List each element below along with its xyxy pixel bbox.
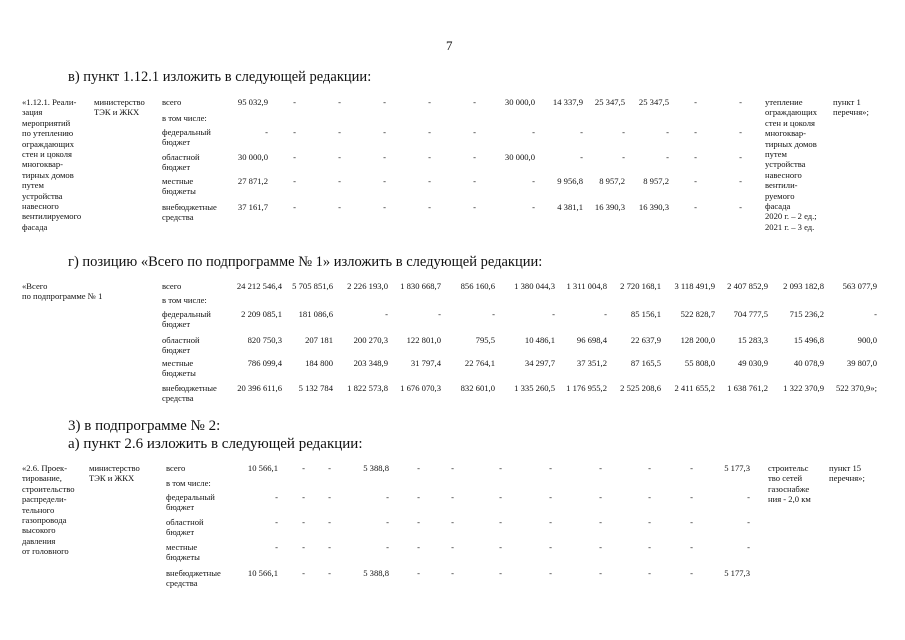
- value-cell: -: [338, 176, 341, 186]
- value-cell: -: [293, 176, 296, 186]
- value-cell: 31 797,4: [410, 358, 441, 368]
- value-cell: -: [383, 97, 386, 107]
- value-cell: -: [690, 517, 693, 527]
- value-cell: -: [492, 309, 495, 319]
- value-cell: -: [385, 309, 388, 319]
- value-cell: -: [666, 127, 669, 137]
- value-cell: -: [302, 517, 305, 527]
- page-number: 7: [446, 38, 453, 53]
- section-g-heading: г) позицию «Всего по подпрограмме № 1» изложить в следующей редакции:: [68, 254, 543, 270]
- value-cell: -: [499, 492, 502, 502]
- funding-source-label: в том числе:: [166, 478, 211, 488]
- value-cell: 55 808,0: [684, 358, 715, 368]
- value-cell: -: [694, 97, 697, 107]
- value-cell: 10 566,1: [247, 568, 278, 578]
- funding-source-label: федеральный: [166, 492, 215, 502]
- value-cell: -: [580, 127, 583, 137]
- value-cell: 122 801,0: [406, 335, 441, 345]
- value-cell: -: [386, 492, 389, 502]
- value-cell: -: [417, 542, 420, 552]
- value-cell: -: [604, 309, 607, 319]
- value-cell: -: [499, 568, 502, 578]
- ministry-line: ТЭК и ЖКХ: [94, 107, 140, 118]
- value-cell: -: [417, 463, 420, 473]
- funding-source-label: средства: [162, 393, 194, 404]
- value-cell: 25 347,5: [594, 97, 625, 107]
- item-name-line: мероприятий: [22, 117, 71, 128]
- value-cell: 22 637,9: [630, 335, 661, 345]
- value-cell: -: [549, 517, 552, 527]
- item-name-line: от головного: [22, 546, 69, 557]
- value-cell: -: [383, 202, 386, 212]
- value-cell: 10 566,1: [247, 463, 278, 473]
- item-name-line: вентилируемого: [22, 211, 82, 222]
- ministry-line: ТЭК и ЖКХ: [89, 473, 135, 484]
- value-cell: -: [694, 127, 697, 137]
- value-cell: -: [549, 492, 552, 502]
- value-cell: -: [386, 542, 389, 552]
- value-cell: -: [328, 542, 331, 552]
- value-cell: 16 390,3: [638, 202, 669, 212]
- expected-result-line: утепление: [765, 97, 803, 107]
- section-a-heading: а) пункт 2.6 изложить в следующей редакции:: [68, 436, 363, 452]
- value-cell: -: [383, 152, 386, 162]
- value-cell: 1 830 668,7: [400, 281, 441, 291]
- funding-source-label: федеральный: [162, 127, 211, 137]
- funding-source-label: в том числе:: [162, 295, 207, 305]
- funding-source-label: всего: [162, 97, 182, 107]
- value-cell: 30 000,0: [504, 152, 535, 162]
- value-cell: 522 370,9»;: [835, 383, 877, 393]
- value-cell: -: [451, 542, 454, 552]
- item-name-line: путем: [22, 180, 44, 191]
- value-cell: -: [532, 202, 535, 212]
- value-cell: -: [293, 127, 296, 137]
- ministry-line: министерство: [89, 463, 140, 473]
- funding-source-label: средства: [166, 578, 198, 589]
- value-cell: 37 351,2: [576, 358, 607, 368]
- value-cell: 1 311 004,8: [566, 281, 607, 291]
- section-3-heading: 3) в подпрограмме № 2:: [68, 418, 221, 434]
- value-cell: -: [739, 127, 742, 137]
- value-cell: 2 093 182,8: [783, 281, 824, 291]
- value-cell: 37 161,7: [237, 202, 268, 212]
- funding-source-label: средства: [162, 212, 194, 223]
- value-cell: -: [648, 492, 651, 502]
- funding-source-label: внебюджетные: [162, 202, 217, 212]
- item-name-line: многоквар-: [22, 159, 64, 170]
- value-cell: 9 956,8: [557, 176, 583, 186]
- value-cell: -: [666, 152, 669, 162]
- value-cell: 1 380 044,3: [514, 281, 555, 291]
- value-cell: 2 411 655,2: [674, 383, 715, 393]
- funding-source-label: бюджет: [162, 162, 191, 173]
- value-cell: -: [694, 152, 697, 162]
- value-cell: -: [428, 152, 431, 162]
- value-cell: -: [275, 517, 278, 527]
- value-cell: -: [293, 152, 296, 162]
- value-cell: 34 297,7: [524, 358, 555, 368]
- value-cell: -: [451, 492, 454, 502]
- funding-source-label: бюджеты: [162, 186, 196, 197]
- expected-result-line: ния - 2,0 км: [768, 494, 811, 505]
- item-name-line: тельного: [22, 504, 55, 515]
- value-cell: 4 381,1: [557, 202, 583, 212]
- item-name-line: давления: [22, 535, 56, 546]
- item-name-line: навесного: [22, 201, 59, 211]
- funding-source-label: бюджеты: [166, 552, 200, 563]
- value-cell: 39 807,0: [846, 358, 877, 368]
- reference-line: пункт 15: [829, 463, 862, 473]
- value-cell: 563 077,9: [842, 281, 877, 291]
- value-cell: 16 390,3: [594, 202, 625, 212]
- value-cell: -: [293, 97, 296, 107]
- value-cell: -: [690, 568, 693, 578]
- expected-result-line: руемого: [765, 190, 795, 201]
- expected-result-line: путем: [765, 149, 787, 159]
- item-name-line: «2.6. Проек-: [22, 463, 68, 473]
- value-cell: -: [580, 152, 583, 162]
- item-name-line: строительство: [22, 483, 75, 494]
- expected-result-line: тирных домов: [765, 138, 817, 149]
- expected-result-line: строительс: [768, 463, 809, 473]
- value-cell: 820 750,3: [247, 335, 282, 345]
- funding-source-label: бюджет: [162, 319, 191, 330]
- value-cell: 200 270,3: [353, 335, 388, 345]
- value-cell: 15 496,8: [793, 335, 824, 345]
- value-cell: 10 486,1: [524, 335, 555, 345]
- funding-source-label: федеральный: [162, 309, 211, 319]
- expected-result-line: 2020 г. – 2 ед.;: [765, 211, 817, 222]
- item-name-line: тирование,: [22, 473, 62, 484]
- value-cell: -: [599, 492, 602, 502]
- expected-result-line: тво сетей: [768, 473, 803, 484]
- value-cell: 20 396 611,6: [237, 383, 282, 393]
- value-cell: 8 957,2: [643, 176, 669, 186]
- funding-source-label: бюджеты: [162, 368, 196, 379]
- value-cell: -: [338, 97, 341, 107]
- value-cell: 1 822 573,8: [347, 383, 388, 393]
- item-name-line: «1.12.1. Реали-: [22, 97, 77, 107]
- value-cell: -: [739, 202, 742, 212]
- value-cell: -: [328, 517, 331, 527]
- value-cell: -: [265, 127, 268, 137]
- reference-line: перечня»;: [833, 107, 869, 118]
- value-cell: -: [302, 463, 305, 473]
- value-cell: -: [599, 517, 602, 527]
- value-cell: -: [386, 517, 389, 527]
- value-cell: 96 698,4: [576, 335, 607, 345]
- ministry-line: министерство: [94, 97, 145, 107]
- value-cell: -: [473, 176, 476, 186]
- value-cell: 128 200,0: [680, 335, 715, 345]
- value-cell: 30 000,0: [504, 97, 535, 107]
- value-cell: -: [428, 127, 431, 137]
- expected-result-line: вентили-: [765, 180, 798, 191]
- item-name-line: распредели-: [22, 494, 67, 505]
- value-cell: -: [338, 127, 341, 137]
- value-cell: 2 407 852,9: [727, 281, 768, 291]
- value-cell: -: [338, 202, 341, 212]
- value-cell: -: [293, 202, 296, 212]
- value-cell: -: [599, 542, 602, 552]
- value-cell: 786 099,4: [247, 358, 282, 368]
- value-cell: 203 348,9: [353, 358, 388, 368]
- value-cell: 25 347,5: [638, 97, 669, 107]
- funding-source-label: областной: [162, 335, 200, 345]
- expected-result-line: газоснабже: [768, 483, 810, 494]
- value-cell: 1 335 260,5: [514, 383, 555, 393]
- funding-source-label: местные: [162, 176, 194, 186]
- value-cell: -: [451, 568, 454, 578]
- value-cell: -: [417, 517, 420, 527]
- value-cell: 2 209 085,1: [241, 309, 282, 319]
- funding-source-label: бюджет: [162, 137, 191, 148]
- value-cell: -: [473, 97, 476, 107]
- value-cell: -: [599, 568, 602, 578]
- expected-result-line: навесного: [765, 169, 802, 180]
- value-cell: 522 828,7: [680, 309, 715, 319]
- value-cell: -: [532, 127, 535, 137]
- funding-source-label: бюджет: [166, 502, 195, 513]
- value-cell: -: [328, 568, 331, 578]
- value-cell: 207 181: [305, 335, 333, 345]
- value-cell: 1 638 761,2: [727, 383, 768, 393]
- value-cell: 5 705 851,6: [292, 281, 333, 291]
- value-cell: -: [417, 492, 420, 502]
- value-cell: 856 160,6: [460, 281, 495, 291]
- value-cell: -: [451, 463, 454, 473]
- value-cell: 2 226 193,0: [347, 281, 388, 291]
- value-cell: -: [690, 463, 693, 473]
- value-cell: -: [739, 152, 742, 162]
- item-name-line: по подпрограмме № 1: [22, 291, 103, 302]
- value-cell: 184 800: [305, 358, 333, 368]
- expected-result-line: ограждающих: [765, 107, 817, 118]
- value-cell: 2 720 168,1: [620, 281, 661, 291]
- value-cell: -: [338, 152, 341, 162]
- expected-result-line: многоквар-: [765, 128, 807, 139]
- value-cell: -: [690, 542, 693, 552]
- item-name-line: стен и цоколя: [22, 149, 72, 159]
- value-cell: -: [747, 492, 750, 502]
- value-cell: 8 957,2: [599, 176, 625, 186]
- value-cell: -: [302, 492, 305, 502]
- value-cell: -: [428, 176, 431, 186]
- value-cell: -: [747, 542, 750, 552]
- value-cell: -: [549, 568, 552, 578]
- funding-source-label: всего: [166, 463, 186, 473]
- value-cell: 2 525 208,6: [620, 383, 661, 393]
- value-cell: -: [473, 127, 476, 137]
- funding-source-label: областной: [162, 152, 200, 162]
- item-name-line: газопровода: [22, 515, 67, 525]
- value-cell: -: [549, 542, 552, 552]
- item-name-line: зация: [22, 107, 43, 118]
- value-cell: -: [302, 568, 305, 578]
- value-cell: -: [549, 463, 552, 473]
- funding-source-label: всего: [162, 281, 182, 291]
- funding-source-label: областной: [166, 517, 204, 527]
- value-cell: 22 764,1: [464, 358, 495, 368]
- value-cell: -: [328, 463, 331, 473]
- value-cell: -: [648, 542, 651, 552]
- funding-source-label: в том числе:: [162, 113, 207, 123]
- funding-source-label: внебюджетные: [162, 383, 217, 393]
- value-cell: -: [275, 542, 278, 552]
- expected-result-line: стен и цоколя: [765, 117, 815, 128]
- value-cell: -: [328, 492, 331, 502]
- value-cell: -: [622, 152, 625, 162]
- value-cell: 181 086,6: [298, 309, 333, 319]
- value-cell: 95 032,9: [237, 97, 268, 107]
- value-cell: 1 176 955,2: [566, 383, 607, 393]
- funding-source-label: бюджет: [162, 345, 191, 356]
- expected-result-line: устройства: [765, 159, 806, 170]
- value-cell: -: [648, 568, 651, 578]
- value-cell: 3 118 491,9: [674, 281, 715, 291]
- value-cell: -: [694, 176, 697, 186]
- value-cell: -: [428, 202, 431, 212]
- value-cell: -: [552, 309, 555, 319]
- value-cell: 85 156,1: [630, 309, 661, 319]
- value-cell: 40 078,9: [793, 358, 824, 368]
- value-cell: -: [383, 127, 386, 137]
- value-cell: 1 676 070,3: [400, 383, 441, 393]
- value-cell: 30 000,0: [237, 152, 268, 162]
- value-cell: -: [622, 127, 625, 137]
- value-cell: -: [383, 176, 386, 186]
- value-cell: 5 177,3: [724, 568, 750, 578]
- value-cell: -: [302, 542, 305, 552]
- funding-source-label: внебюджетные: [166, 568, 221, 578]
- value-cell: -: [438, 309, 441, 319]
- value-cell: -: [690, 492, 693, 502]
- value-cell: 5 388,8: [363, 463, 389, 473]
- value-cell: -: [532, 176, 535, 186]
- value-cell: -: [747, 517, 750, 527]
- value-cell: 900,0: [857, 335, 877, 345]
- item-name-line: «Всего: [22, 281, 48, 291]
- funding-source-label: местные: [166, 542, 198, 552]
- item-name-line: высокого: [22, 525, 56, 536]
- value-cell: 1 322 370,9: [783, 383, 824, 393]
- value-cell: -: [499, 542, 502, 552]
- value-cell: -: [739, 176, 742, 186]
- value-cell: -: [428, 97, 431, 107]
- reference-line: перечня»;: [829, 473, 865, 484]
- item-name-line: по утеплению: [22, 128, 74, 139]
- reference-line: пункт 1: [833, 97, 861, 107]
- value-cell: 5 177,3: [724, 463, 750, 473]
- value-cell: 27 871,2: [237, 176, 268, 186]
- item-name-line: устройства: [22, 190, 63, 201]
- value-cell: -: [499, 517, 502, 527]
- value-cell: 715 236,2: [789, 309, 824, 319]
- value-cell: -: [874, 309, 877, 319]
- expected-result-line: 2021 г. – 3 ед.: [765, 221, 815, 232]
- value-cell: -: [648, 463, 651, 473]
- value-cell: -: [499, 463, 502, 473]
- value-cell: 24 212 546,4: [236, 281, 282, 291]
- value-cell: -: [648, 517, 651, 527]
- value-cell: -: [739, 97, 742, 107]
- value-cell: 5 132 784: [298, 383, 333, 393]
- item-name-line: ограждающих: [22, 138, 74, 149]
- funding-source-label: местные: [162, 358, 194, 368]
- section-v-heading: в) пункт 1.12.1 изложить в следующей редакции:: [68, 69, 372, 85]
- value-cell: 795,5: [475, 335, 495, 345]
- value-cell: -: [473, 152, 476, 162]
- value-cell: -: [694, 202, 697, 212]
- value-cell: 832 601,0: [460, 383, 495, 393]
- value-cell: 704 777,5: [733, 309, 768, 319]
- value-cell: -: [473, 202, 476, 212]
- value-cell: 87 165,5: [630, 358, 661, 368]
- expected-result-line: фасада: [765, 201, 791, 211]
- value-cell: 49 030,9: [737, 358, 768, 368]
- value-cell: -: [451, 517, 454, 527]
- value-cell: 15 283,3: [737, 335, 768, 345]
- value-cell: -: [275, 492, 278, 502]
- value-cell: 5 388,8: [363, 568, 389, 578]
- funding-source-label: бюджет: [166, 527, 195, 538]
- value-cell: 14 337,9: [552, 97, 583, 107]
- item-name-line: тирных домов: [22, 169, 74, 180]
- item-name-line: фасада: [22, 221, 48, 232]
- value-cell: -: [417, 568, 420, 578]
- value-cell: -: [599, 463, 602, 473]
